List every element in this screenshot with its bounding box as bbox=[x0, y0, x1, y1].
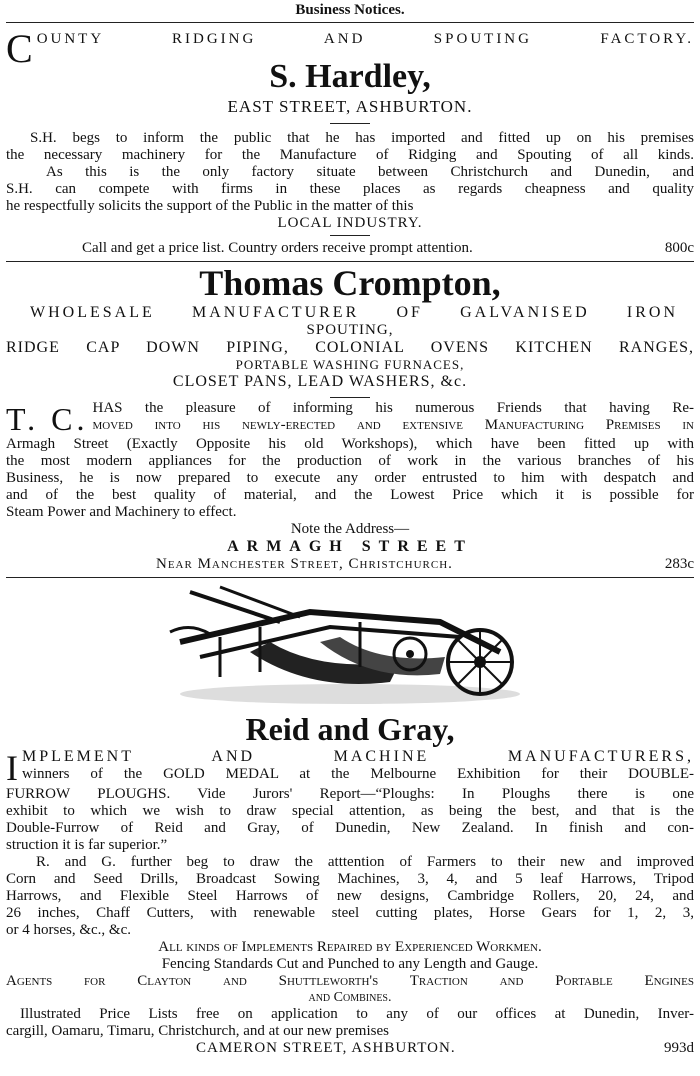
reid-gray-footer-row bbox=[6, 1040, 694, 1057]
body-line: As this is the only factory situate between Christchurch and Dunedin, and bbox=[46, 164, 694, 180]
reid-gray-advert bbox=[0, 582, 700, 1057]
crompton-street: ARMAGH STREET bbox=[227, 538, 473, 555]
body-line: HAS the pleasure of informing his numerous Friends that having Re- bbox=[92, 400, 694, 416]
crompton-line: PORTABLE WASHING FURNACES, bbox=[235, 357, 465, 372]
crompton-line: CLOSET PANS, LEAD WASHERS, &c. bbox=[172, 373, 468, 390]
body-line: Harrows, and Flexible Steel Harrows of new designs, Cambridge Rollers, 20, 24, and bbox=[6, 888, 694, 904]
reid-gray-body bbox=[0, 786, 700, 939]
crompton-advert bbox=[0, 262, 700, 573]
hardley-headline: OUNTY RIDGING AND SPOUTING FACTORY. bbox=[36, 31, 694, 47]
body-line: exhibit to which we wish to draw special attention, as being the best, and that is the bbox=[6, 803, 694, 819]
body-line: moved into his newly-erected and extensive Manufacturing Premises in bbox=[92, 417, 694, 433]
body-line: and of the best quality of material, and the Lowest Price which it is possible for bbox=[6, 487, 694, 503]
body-line: Illustrated Price Lists free on application to any of our offices at Dunedin, Inver- bbox=[20, 1006, 694, 1022]
body-line: Double-Furrow of Reid and Gray, of Dunedin, New Zealand. In finish and con- bbox=[6, 820, 694, 836]
crompton-line: RIDGE CAP DOWN PIPING, COLONIAL OVENS KITCHEN RANGES, bbox=[6, 339, 694, 356]
crompton-footer-row bbox=[6, 556, 694, 573]
body-line: FURROW PLOUGHS. Vide Jurors' Report—“Ploughs: In Ploughs there is one bbox=[6, 786, 694, 802]
short-rule bbox=[330, 123, 370, 124]
hardley-advert bbox=[0, 29, 700, 257]
body-line: struction it is far superior.” bbox=[6, 837, 168, 853]
body-line: Steam Power and Machinery to effect. bbox=[6, 504, 237, 520]
reid-gray-headline: MPLEMENT AND MACHINE MANUFACTURERS, bbox=[22, 748, 694, 765]
body-line: winners of the GOLD MEDAL at the Melbourne Exhibition for their DOUBLE- bbox=[22, 766, 694, 782]
body-line: Armagh Street (Exactly Opposite his old Workshops), which have been fitted up with bbox=[6, 436, 694, 452]
plough-engraving-icon bbox=[160, 582, 540, 710]
plough-illustration bbox=[0, 582, 700, 710]
crompton-line: SPOUTING, bbox=[306, 322, 394, 338]
crompton-name: Thomas Crompton, bbox=[199, 263, 501, 303]
crompton-body bbox=[0, 400, 700, 521]
reid-gray-agents: Agents for Clayton and Shuttleworth's Traction and Portable Engines bbox=[6, 973, 694, 989]
crompton-code: 283c bbox=[664, 556, 694, 572]
hardley-address: EAST STREET, ASHBURTON. bbox=[227, 97, 473, 116]
reid-gray-premises: CAMERON STREET, ASHBURTON. bbox=[196, 1040, 456, 1056]
crompton-line: WHOLESALE MANUFACTURER OF GALVANISED IRON bbox=[30, 304, 678, 321]
section-header: Business Notices. bbox=[295, 2, 405, 18]
body-line: the most modern appliances for the production of work in the various branches of his bbox=[6, 453, 694, 469]
hardley-code: 800c bbox=[664, 240, 694, 256]
crompton-note: Note the Address— bbox=[290, 521, 410, 537]
body-line: 26 inches, Chaff Cutters, with renewable steel cutting plates, Horse Gears for 1, 2, 3, bbox=[6, 905, 694, 921]
body-line: Business, he is now prepared to execute any order entrusted to him with despatch and bbox=[6, 470, 694, 486]
body-line: the necessary machinery for the Manufacture of Ridging and Spouting of all kinds. bbox=[6, 147, 694, 163]
hardley-industry: LOCAL INDUSTRY. bbox=[277, 215, 423, 231]
body-line: R. and G. further beg to draw the atttention of Farmers to their new and improved bbox=[36, 854, 694, 870]
short-rule bbox=[330, 235, 370, 236]
reid-gray-dropcap: I bbox=[6, 748, 18, 786]
reid-gray-repairs: All kinds of Implements Repaired by Experienced Workmen. bbox=[158, 939, 542, 955]
reid-gray-intro bbox=[0, 748, 700, 786]
body-line: S.H. begs to inform the public that he has imported and fitted up on his premises bbox=[30, 130, 694, 146]
body-line: or 4 horses, &c., &c. bbox=[6, 922, 131, 938]
hardley-footer-row bbox=[6, 240, 694, 257]
short-rule bbox=[330, 397, 370, 398]
hardley-name: S. Hardley, bbox=[269, 58, 431, 95]
divider bbox=[6, 22, 694, 23]
body-line: he respectfully solicits the support of the Public in the matter of this bbox=[6, 198, 414, 214]
hardley-footer: Call and get a price list. Country orders receive prompt attention. bbox=[82, 240, 473, 256]
hardley-body bbox=[0, 130, 700, 215]
crompton-near: Near Manchester Street, Christchurch. bbox=[156, 556, 453, 572]
reid-gray-combines: and Combines. bbox=[308, 990, 392, 1005]
reid-gray-fencing: Fencing Standards Cut and Punched to any Length and Gauge. bbox=[161, 956, 539, 972]
divider bbox=[6, 577, 694, 578]
body-line: S.H. can compete with firms in these places as regards cheapness and quality bbox=[6, 181, 694, 197]
reid-gray-name: Reid and Gray, bbox=[245, 711, 455, 747]
body-line: cargill, Oamaru, Timaru, Christchurch, and at our new premises bbox=[6, 1023, 389, 1039]
body-line: Corn and Seed Drills, Broadcast Sowing Machines, 3, 4, and 5 leaf Harrows, Tripod bbox=[6, 871, 694, 887]
hardley-dropcap: C bbox=[6, 29, 33, 67]
reid-gray-code: 993d bbox=[664, 1040, 694, 1056]
crompton-dropcap: T. C. bbox=[6, 401, 89, 437]
